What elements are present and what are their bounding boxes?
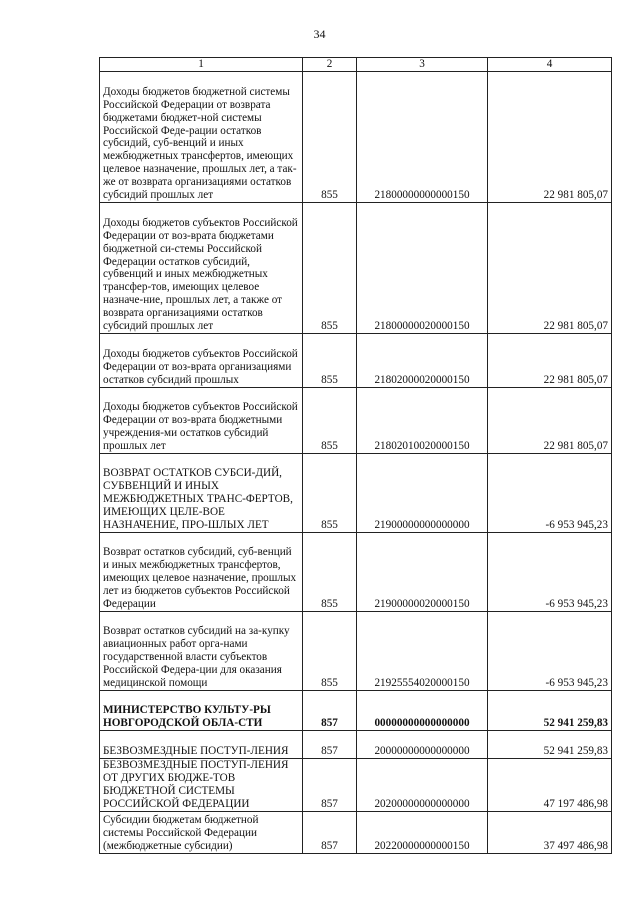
row-name: Возврат остатков субсидий на за-купку авиационных работ орга-нами государственной власти субъектов Российской Федера-ции для оказания медицинской помощи xyxy=(100,612,303,691)
row-amount: 22 981 805,07 xyxy=(488,72,612,203)
row-kbk: 21800000000000150 xyxy=(357,72,488,203)
row-name: Доходы бюджетов бюджетной системы Российской Федерации от возврата бюджетами бюджет-ной системы Российской Феде-рации остатков субсидий, суб-венций и иных межбюджетных трансфертов, имеющих целевое назначение, прошлых лет, а так-же от возврата организациями остатков субсидий прошлых лет xyxy=(100,72,303,203)
page-number: 34 xyxy=(313,27,326,41)
budget-revenue-table xyxy=(99,57,612,854)
row-amount: 22 981 805,07 xyxy=(488,388,612,454)
row-name: Субсидии бюджетам бюджетной системы Российской Федерации (межбюджетные субсидии) xyxy=(100,812,303,854)
row-name: БЕЗВОЗМЕЗДНЫЕ ПОСТУП-ЛЕНИЯ xyxy=(100,731,303,759)
row-code: 855 xyxy=(303,203,357,334)
row-kbk: 21900000000000000 xyxy=(357,454,488,533)
row-amount: -6 953 945,23 xyxy=(488,533,612,612)
header-row xyxy=(100,58,612,72)
row-kbk: 20220000000000150 xyxy=(357,812,488,854)
row-kbk: 20000000000000000 xyxy=(357,731,488,759)
table-row xyxy=(100,612,612,691)
row-kbk: 21802010020000150 xyxy=(357,388,488,454)
row-amount: 52 941 259,83 xyxy=(488,731,612,759)
table-row xyxy=(100,388,612,454)
row-code: 857 xyxy=(303,731,357,759)
row-name: Доходы бюджетов субъектов Российской Федерации от воз-врата организациями остатков субсидий прошлых xyxy=(100,334,303,388)
row-kbk: 21800000020000150 xyxy=(357,203,488,334)
column-header-1: 1 xyxy=(100,58,303,72)
row-code: 855 xyxy=(303,388,357,454)
table-row xyxy=(100,203,612,334)
row-kbk: 21925554020000150 xyxy=(357,612,488,691)
row-name: Доходы бюджетов субъектов Российской Федерации от воз-врата бюджетными учреждения-ми остатков субсидий прошлых лет xyxy=(100,388,303,454)
row-kbk: 21900000020000150 xyxy=(357,533,488,612)
row-name: БЕЗВОЗМЕЗДНЫЕ ПОСТУП-ЛЕНИЯ ОТ ДРУГИХ БЮДЖЕ-ТОВ БЮДЖЕТНОЙ СИСТЕМЫ РОССИЙСКОЙ ФЕДЕРАЦИИ xyxy=(100,759,303,812)
table-body xyxy=(100,72,612,854)
row-code: 855 xyxy=(303,334,357,388)
row-amount: -6 953 945,23 xyxy=(488,454,612,533)
row-code: 857 xyxy=(303,759,357,812)
table-row xyxy=(100,812,612,854)
row-kbk: 00000000000000000 xyxy=(357,691,488,731)
table-row xyxy=(100,759,612,812)
row-code: 855 xyxy=(303,612,357,691)
column-header-2: 2 xyxy=(303,58,357,72)
column-header-3: 3 xyxy=(357,58,488,72)
table-row xyxy=(100,334,612,388)
row-name: МИНИСТЕРСТВО КУЛЬТУ-РЫ НОВГОРОДСКОЙ ОБЛА-СТИ xyxy=(100,691,303,731)
table-row xyxy=(100,72,612,203)
row-amount: 47 197 486,98 xyxy=(488,759,612,812)
row-amount: -6 953 945,23 xyxy=(488,612,612,691)
row-code: 855 xyxy=(303,454,357,533)
row-kbk: 21802000020000150 xyxy=(357,334,488,388)
table-row xyxy=(100,454,612,533)
table-row xyxy=(100,533,612,612)
table-header xyxy=(100,58,612,72)
row-amount: 22 981 805,07 xyxy=(488,203,612,334)
row-amount: 52 941 259,83 xyxy=(488,691,612,731)
row-code: 855 xyxy=(303,533,357,612)
row-name: ВОЗВРАТ ОСТАТКОВ СУБСИ-ДИЙ, СУБВЕНЦИЙ И ИНЫХ МЕЖБЮДЖЕТНЫХ ТРАНС-ФЕРТОВ, ИМЕЮЩИХ ЦЕЛЕ-ВОЕ НАЗНАЧЕНИЕ, ПРО-ШЛЫХ ЛЕТ xyxy=(100,454,303,533)
row-name: Доходы бюджетов субъектов Российской Федерации от воз-врата бюджетами бюджетной си-стемы Российской Федерации остатков субсидий, субвенций и иных межбюджетных трансфер-тов, имеющих целевое назначе-ние, прошлых лет, а также от возврата организациями остатков субсидий прошлых лет xyxy=(100,203,303,334)
row-code: 855 xyxy=(303,72,357,203)
column-header-4: 4 xyxy=(488,58,612,72)
row-amount: 37 497 486,98 xyxy=(488,812,612,854)
table-row xyxy=(100,691,612,731)
row-amount: 22 981 805,07 xyxy=(488,334,612,388)
row-code: 857 xyxy=(303,691,357,731)
table-row xyxy=(100,731,612,759)
row-name: Возврат остатков субсидий, суб-венций и иных межбюджетных трансфертов, имеющих целевое назначение, прошлых лет из бюджетов субъектов Российской Федерации xyxy=(100,533,303,612)
row-kbk: 20200000000000000 xyxy=(357,759,488,812)
row-code: 857 xyxy=(303,812,357,854)
